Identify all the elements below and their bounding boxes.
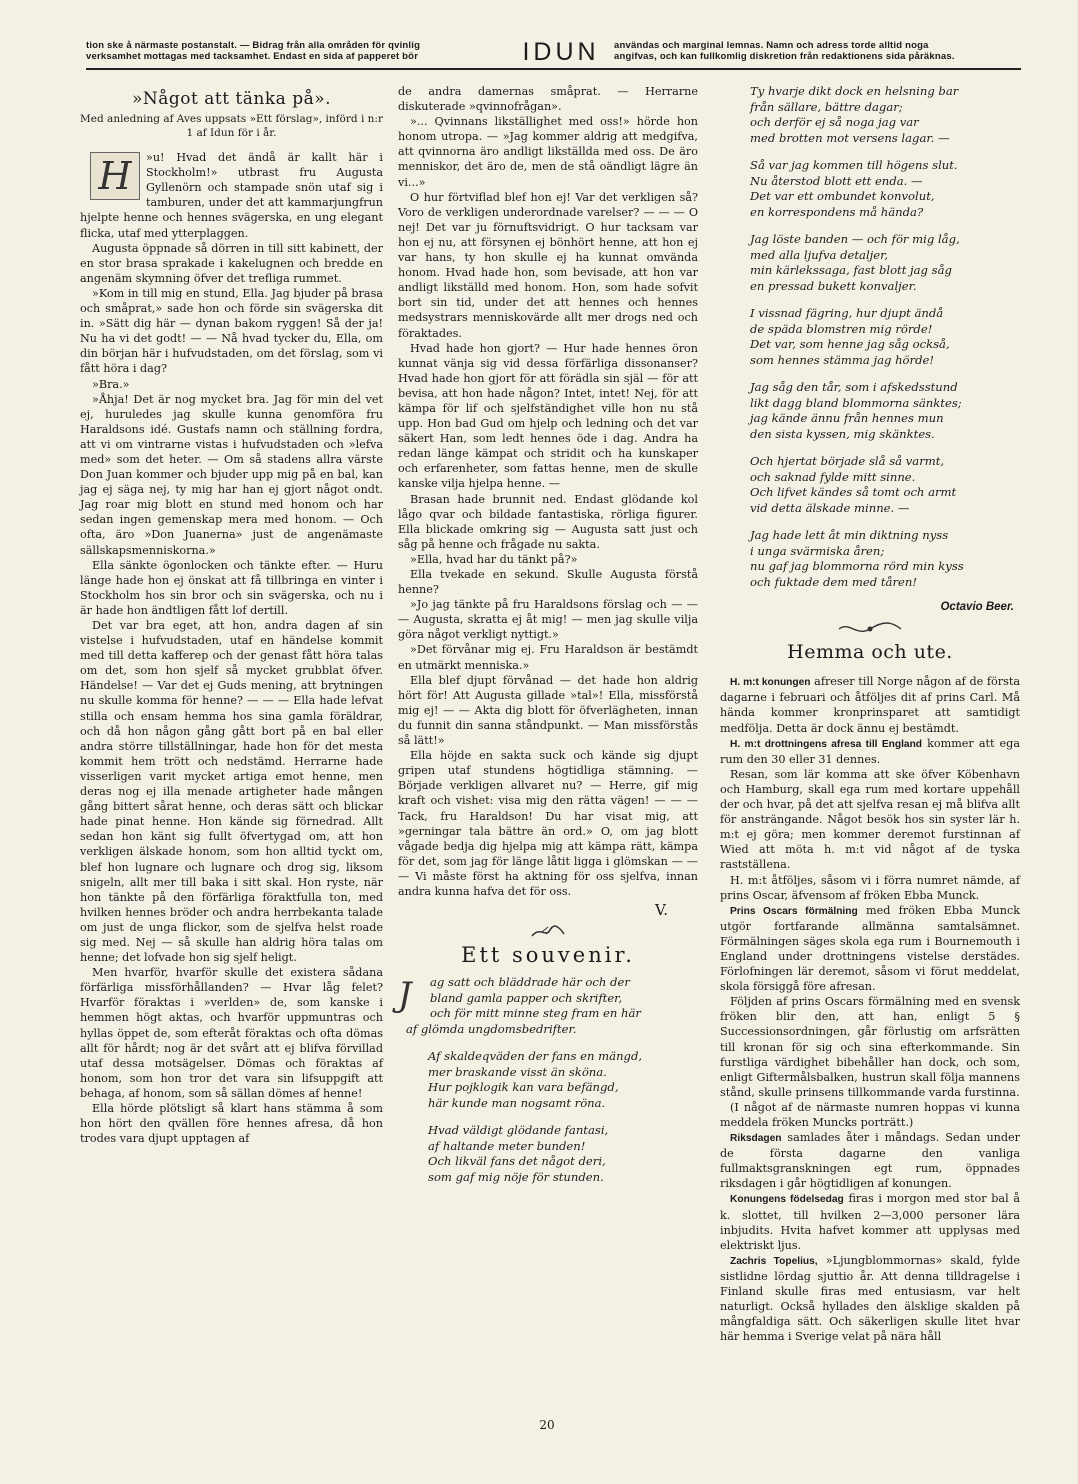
news-text: med fröken Ebba Munck utgör fortfarande allmänna samtalsämnet. Förmälningen säges skola ega rum i Bournemouth i England under drottningens vistelse derstädes. Förlofningen lär deremot, såsom vi förut meddelat, skola försiggå före afresan. [720,903,1021,994]
poem-stanza [750,306,1020,368]
poem-line: och derför ej så noga jag var [750,115,919,129]
poem-line: och saknad fylde mitt sinne. [750,469,916,484]
article-paragraph: Det var bra eget, att hon, andra dagen af sin vistelse i hufvudstaden, utaf en händelse kommit med till detta kafferep och der genast fått höra talas om det, som hon sjelf så mycket grubblat öfver. Händelse! — Var det ej Guds mening, att brytningen nu skulle komma för henne? — — — Ella hade lefvat stilla och ensam hemma hos sina gamla föräldrar, och då hon någon gång gått bort på en bal eller andra större tillställningar, hade hon för det mesta kommit hem trött och nedstämd. Herrarne hade visserligen varit mycket artiga emot henne, men deras nog ej illa menade artigheter hade mången gång bittert sårat henne, och deras sätt och blickar hade pinat henne. Hon kände sig förnedrad. Allt sedan hon känt sig fullt öfvertygad om, att hon verkligen älskade honom, som hon alltid tyckt om, blef hon lugnare och lugnare och drog sig, liksom snigeln, allt mer till baka i sitt skal. Hon ryste, när hon tänkte på den förfärliga föraktfulla ton, med hvilken hennes bröder och andra herrbekanta talade om just de unga flickor, som de sjelfva helst roade sig med. Nej — så skulle han aldrig höra talas om henne; det lofvade hon sig sjelf heligt. [80,619,383,965]
poem-stanza [750,528,1020,590]
news-text: (I något af de närmaste numren hoppas vi kunna meddela fröken Muncks porträtt.) [720,1100,1020,1129]
news-text: firas i morgon med stor bal å k. slottet, till hvilken 2—3,000 personer lära inbjudits. Hvita hafvet kommer att upplysas med elektriskt ljus. [720,1192,1021,1252]
poem-line: Och likväl fans det något deri, [428,1154,606,1169]
news-keyword: Riksdagen [730,1133,782,1145]
news-keyword: H. m:t konungen [730,677,811,689]
column-2 [398,84,698,1197]
column-3 [720,84,1020,1344]
poem-line: likt dagg bland blommorna sänktes; [750,395,962,410]
poem-line: Det var, som henne jag såg också, [750,337,950,351]
poem-line: Och lifvet kändes så tomt och armt [750,485,957,499]
poem-line: här kunde man nogsamt röna. [428,1095,606,1110]
article-title: »Något att tänka på». [131,89,332,109]
poem-title: Ett souvenir. [461,943,635,968]
article-paragraph: Ella hörde plötsligt så klart hans stämma å som hon hört den qvällen före hennes afresa, då hon trodes vara djupt upptagen af [80,1102,383,1146]
news-item [720,674,1020,735]
poem-souvenir-part1 [398,975,698,1185]
article-body-col1 [80,150,383,1146]
article-paragraph: »Det förvånar mig ej. Fru Haraldson är bestämdt en utmärkt menniska.» [398,643,698,672]
poem-line: Ty hvarje dikt dock en helsning bar [750,84,959,98]
poem-line: Nu återstod blott ett enda. — [750,173,923,188]
poem-line: med brotten mot versens lagar. — [750,130,950,145]
news-keyword: H. m:t drottningens afresa till England [730,738,923,750]
article-paragraph: Ella höjde en sakta suck och kände sig djupt gripen utaf stundens högtidliga stämning. — Började verkligen allvaret nu? — Herre, gif mig kraft och vishet: visa mig den rätta vägen! — — — Tack, fru Haraldson! Du har visat mig, att »gerningar tala bättre än ord.» O, om jag blott vågade bedja dig hjelpa mig att kämpa rätt, kämpa för det, som jag för länge låtit ligga i glömskan — — — Vi måste först ha aktning för oss sjelfva, innan andra kunna hafva det för oss. [398,749,698,898]
poem-stanza [750,84,1020,146]
article-paragraph: »Åhja! Det är nog mycket bra. Jag för min del vet ej, huruledes jag skulle kunna genomföra fru Haraldsons idé. Gustafs namn och ställning fordra, att vi om vintrarne vistas i hufvudstaden och »lefva med» som det heter. — Om så stadens allra värste Don Juan kommer och bjuder upp mig på en bal, kan jag ej säga nej, ty mig har han ej gjort något ondt. Jag roar mig blott en stund med honom och har sedan ingen gemenskap mera med honom. — Och ofta, äro »Don Juanerna» just de angenämaste sällskapsmenniskorna.» [80,392,383,557]
article-paragraph: O hur förtviflad blef hon ej! Var det verkligen så? Voro de verkligen underordnade varelser? — — — O nej! Det var ju förnuftsvidrigt. O hur tacksam var hon ej nu, att försynen ej bönhört henne, att hon ej var hans, ty hon skulle ej ha kunnat omvända honom. Hvad hade hon, som bevisade, att hon var andligt likställd med honom. Hon, som hade sofvit bort sin tid, under det att hennes och hennes medsystrars menniskovärde allt mer drogs ned och föraktades. [398,190,698,340]
news-text: Resan, som lär komma att ske öfver Köbenhavn och Hamburg, skall ega rum med kortare uppehåll der och hvar, på det att sjelfva resan ej må blifva allt för ansträngande. Något besök hos sin syster lär h. m:t ej göra; men kommer deremot furstinnan af Wied att möta h. m:t vid något af de tyska rastställena. [720,767,1020,872]
article-paragraph: Brasan hade brunnit ned. Endast glödande kol lågo qvar och bildade fantastiska, rörliga figurer. Ella blickade omkring sig — Augusta satt just och såg på henne och frågade nu sakta. [398,492,698,551]
header-left-notice [86,40,491,62]
header-right-notice [614,40,1021,62]
masthead-title: IDUN [522,38,600,66]
news-text: »Ljungblommornas» skald, fylde sistlidne lördag sjuttio år. Att denna tilldragelse i Finland skulle firas med entusiasm, var helt naturligt. Också hyllades den älsklige skalden på mångfaldiga sätt. Och säkerligen skulle litet hvar här hemma i Sverige velat på nära håll [720,1253,1020,1344]
article-paragraph: de andra damernas småprat. — Herrarne diskuterade »qvinnofrågan». [398,85,698,114]
article-paragraph: »... Qvinnans likställighet med oss!» hörde hon honom utropa. — »Jag kommer aldrig att medgifva, att qvinnorna äro andligt likställda med oss. De äro menniskor, det äro de, men de stå oändligt lägre än vi...» [398,115,698,189]
news-text: afreser till Norge någon af de första dagarne i februari och åtföljes dit af prins Carl. Må hända kommer kronprinsparet att samtidigt medfölja. Detta är dock ännu ej bestämdt. [720,675,1020,735]
news-items [720,674,1020,1344]
poem-line: från sällare, bättre dagar; [750,99,903,114]
news-item [720,994,1020,1100]
poem-line: den sista kyssen, mig skänktes. [750,426,935,441]
poem-line: ag satt och bläddrade här och der [430,975,630,990]
poem-stanza [750,380,1020,442]
poem-line: och fuktade dem med tåren! [750,574,917,589]
poem-line: Jag löste banden — och för mig låg, [750,232,960,246]
article-paragraph: Hvad hade hon gjort? — Hur hade hennes öron kunnat vänja sig vid dessa förfärliga dissonanser? Hvad hade hon gjort för att förädla sin själ — för att bevisa, att hon hade någon? Intet, intet! Nej, för att kämpa för lif och sjelfständighet ville hon nu stå upp. Hon bad Gud om hjelp och ledning och det var säkert Han, som ledt hennes öde i dag. Andra ha redan länge kämpat och stridit och ha kunskaper och erfarenheter, som fattas henne, men de skulle kanske vilja hjelpa henne. — [398,341,698,491]
news-text: Följden af prins Oscars förmälning med en svensk fröken blir den, att han, enligt 5 § Successionsordningen, går förlustig om arfsrätten till kronan för sig och sina efterkommande. Sin furstliga värdighet bibehåller han dock, och som, enligt Giftermålsbalken, hustrun skall följa mannens stånd, skulle prinsens tillkommande varda furstinna. [720,995,1020,1099]
flourish-ornament-icon [720,621,1020,639]
poem-line: nu gaf jag blommorna rörd min kyss [750,559,964,573]
article-paragraph: »u! Hvad det ändå är kallt här i Stockholm!» utbrast fru Augusta Gyllenörn och stampade snön utaf sig i tamburen, under det att kammarjungfrun hjelpte henne och hennes svägerska, en ung elegant flicka, utaf med ytterplaggen. [80,151,383,240]
article-paragraph: »Kom in till mig en stund, Ella. Jag bjuder på brasa och småprat,» sade hon och förde sin svägerska dit in. »Sätt dig här — dynan bakom ryggen! Så der ja! Nu ha vi det godt! — — Nå hvad tycker du, Ella, om din början här i hufvudstaden, om det förslag, som vi fått höra i dag? [80,286,383,376]
header-right-line: användas och marginal lemnas. Namn och adress torde alltid noga [614,40,929,51]
poem-line: i unga svärmiska åren; [750,543,885,558]
page-number: 20 [539,1418,555,1432]
poem-line: Jag såg den tår, som i afskedsstund [750,380,958,394]
poem-stanza [750,232,1020,294]
news-text: samlades åter i måndags. Sedan under de första dagarne den vanliga fullmaktsgranskningen egt rum, öppnades riksdagen i går högtidligen af konungen. [720,1131,1020,1191]
poem-line: som gaf mig nöje för stunden. [428,1169,604,1184]
poem-line: af glömda ungdomsbedrifter. [406,1021,577,1036]
article-body-col2 [398,84,698,899]
poem-souvenir-part2 [720,84,1020,590]
news-text: kommer att ega rum den 30 eller 31 dennes. [720,736,1020,766]
news-item [720,767,1020,873]
poem-line: jag kände ännu från hennes mun [750,411,944,425]
poem-line: som hennes stämma jag hörde! [750,352,935,367]
news-item [720,1253,1020,1345]
news-item [720,1130,1020,1191]
poem-initial: J [398,975,412,1016]
poem-line: Det var ett ombundet konvolut, [750,189,935,203]
poem-line: af haltande meter bunden! [428,1138,586,1153]
news-text: H. m:t åtföljes, såsom vi i förra numret nämde, af prins Oscar, äfvensom af fröken Ebba Munck. [720,873,1020,902]
article-paragraph: »Jo jag tänkte på fru Haraldsons förslag och — — — Augusta, skratta ej åt mig! — men jag skulle vilja göra något verkligt nyttigt.» [398,598,698,642]
poem-stanza [750,158,1020,220]
poem-stanza [428,1049,698,1111]
flourish-ornament-icon [398,924,698,942]
news-item [720,903,1020,995]
article-paragraph: Ella sänkte ögonlocken och tänkte efter. — Huru länge hade hon ej önskat att få tillbringa en vinter i Stockholm hos sin bror och sin svägerska, och nu i är hade hon ändtligen fått lof dertill. [80,558,383,617]
news-item [720,873,1020,903]
header-left-line: tion ske å närmaste postanstalt. — Bidrag från alla områden för qvinlig [86,40,421,51]
poem-line: min kärlekssaga, fast blott jag såg [750,263,952,277]
page-header [86,40,1021,70]
news-keyword: Zachris Topelius, [730,1255,818,1267]
poem-line: vid detta älskade minne. — [750,500,910,515]
poem-line: mer braskande visst än sköna. [428,1064,607,1079]
news-keyword: Konungens födelsedag [730,1194,844,1206]
poem-author: Octavio Beer. [940,601,1014,613]
poem-line: Hur pojklogik kan vara befängd, [428,1080,619,1095]
article-paragraph: »Bra.» [92,377,130,391]
poem-line: Så var jag kommen till högens slut. [750,158,958,172]
article-paragraph: Ella tvekade en sekund. Skulle Augusta förstå henne? [398,568,698,597]
article-paragraph: Men hvarför, hvarför skulle det existera sådana förfärliga missförhållanden? — Hvar låg felet? Hvarför föraktas i »verlden» de, som kanske i hemmen högt aktas, och hvarför uppmuntras och hyllas öppet de, som efteråt föraktas och ofta dömas allt för hårdt; nog är det svårt att ej blifva förvillad utaf dessa motsägelser. Dömas och föraktas af honom, som hon tror det vara sin lifsuppgift att behaga, af honom, som så sällan dömes af henne! [80,966,383,1100]
poem-line: bland gamla papper och skrifter, [430,990,623,1005]
news-item [720,1191,1020,1252]
poem-line: och för mitt minne steg fram en här [430,1006,641,1021]
news-section-title: Hemma och ute. [787,641,953,664]
poem-stanza [406,975,698,1037]
news-item [720,1100,1020,1130]
article-paragraph: Ella blef djupt förvånad — det hade hon aldrig hört för! Att Augusta gillade »tal»! Ella, missförstå mig ej! — — Akta dig blott för öfverlägheten, innan du funnit din sanna ståndpunkt. — Man missförstås så lätt!» [398,673,698,748]
news-item [720,736,1020,767]
poem-line: de späda blomstren mig rörde! [750,321,933,336]
poem-line: Af skaldeqväden der fans en mängd, [428,1049,643,1064]
article-paragraph: Augusta öppnade så dörren in till sitt kabinett, der en stor brasa sprakade i kakelugnen och bredde en angenäm skymning öfver det trefliga rummet. [80,241,383,285]
article-paragraph: »Ella, hvad har du tänkt på?» [410,552,578,566]
poem-line: I vissnad fägring, hur djupt ändå [750,306,944,320]
header-left-line: verksamhet mottagas med tacksamhet. Endast en sida af papperet bör [86,51,419,62]
column-1 [80,84,383,1146]
article-subtitle: Med anledning af Aves uppsats »Ett förslag», införd i n:r 1 af Idun för i år. [80,113,383,140]
poem-line: en pressad bukett konvaljer. [750,278,917,293]
article-signature: V. [655,901,668,920]
poem-line: med alla ljufva detaljer, [750,247,889,262]
decorative-initial: H [90,152,140,200]
poem-line: Och hjertat började slå så varmt, [750,454,945,468]
news-keyword: Prins Oscars förmälning [730,905,858,917]
poem-stanza [750,454,1020,516]
poem-line: Hvad väldigt glödande fantasi, [428,1123,609,1138]
header-right-line: angifvas, och kan fullkomlig diskretion från redaktionens sida påräknas. [614,51,955,62]
poem-stanza [428,1123,698,1185]
poem-line: Jag hade lett åt min diktning nyss [750,528,949,542]
poem-line: en korrespondens må hända? [750,204,924,219]
